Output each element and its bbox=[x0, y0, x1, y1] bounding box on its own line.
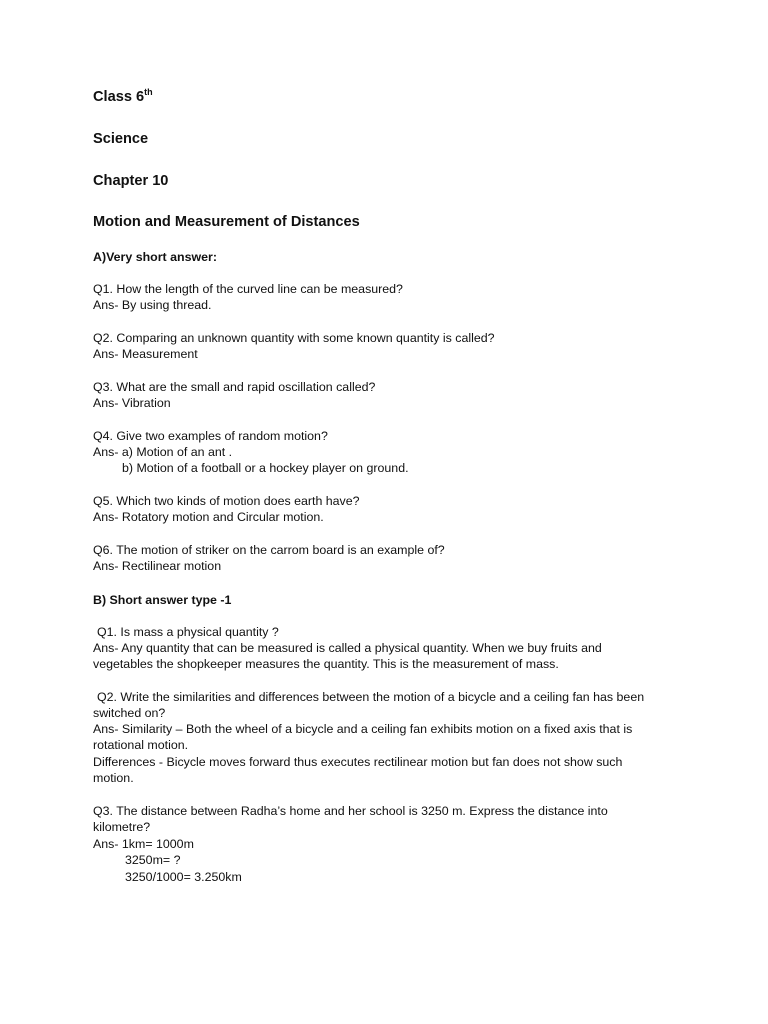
answer-b2-line1: Ans- Similarity – Both the wheel of a bicycle and a ceiling fan exhibits motion on a fixed axis that is bbox=[93, 722, 633, 736]
question-b3-line2: kilometre? bbox=[93, 820, 151, 834]
answer-a4-line1: Ans- a) Motion of an ant . bbox=[93, 445, 233, 459]
question-b2-line2: switched on? bbox=[93, 706, 166, 720]
answer-b1-line2: vegetables the shopkeeper measures the quantity. This is the measurement of mass. bbox=[93, 657, 559, 671]
section-a-heading: A)Very short answer: bbox=[93, 250, 217, 264]
question-a3: Q3. What are the small and rapid oscillation called? bbox=[93, 380, 376, 394]
page-title: Motion and Measurement of Distances bbox=[93, 214, 360, 230]
answer-b2-line3: Differences - Bicycle moves forward thus executes rectilinear motion but fan does not show such bbox=[93, 755, 623, 769]
answer-b1-line1: Ans- Any quantity that can be measured is called a physical quantity. When we buy fruits and bbox=[93, 641, 602, 655]
subject-heading: Science bbox=[93, 131, 149, 147]
question-a5: Q5. Which two kinds of motion does earth have? bbox=[93, 494, 360, 508]
section-b-heading: B) Short answer type -1 bbox=[93, 593, 232, 607]
answer-b2-line2: rotational motion. bbox=[93, 738, 189, 752]
answer-a5: Ans- Rotatory motion and Circular motion. bbox=[93, 510, 324, 524]
answer-a2: Ans- Measurement bbox=[93, 347, 198, 361]
answer-b3-line3: 3250/1000= 3.250km bbox=[125, 870, 242, 884]
question-a1: Q1. How the length of the curved line can be measured? bbox=[93, 282, 403, 296]
question-b2-line1: Q2. Write the similarities and differences between the motion of a bicycle and a ceiling fan has been bbox=[97, 690, 645, 704]
answer-b2-line4: motion. bbox=[93, 771, 134, 785]
answer-a1: Ans- By using thread. bbox=[93, 298, 212, 312]
question-b1: Q1. Is mass a physical quantity ? bbox=[97, 625, 279, 639]
answer-b3-line1: Ans- 1km= 1000m bbox=[93, 837, 194, 851]
answer-a4-line2: b) Motion of a football or a hockey player on ground. bbox=[122, 461, 409, 475]
question-a4: Q4. Give two examples of random motion? bbox=[93, 429, 328, 443]
question-b3-line1: Q3. The distance between Radha’s home and her school is 3250 m. Express the distance into bbox=[93, 804, 608, 818]
class-heading: Class 6th bbox=[93, 87, 153, 105]
question-a2: Q2. Comparing an unknown quantity with some known quantity is called? bbox=[93, 331, 495, 345]
chapter-heading: Chapter 10 bbox=[93, 173, 169, 189]
answer-b3-line2: 3250m= ? bbox=[125, 853, 181, 867]
answer-a3: Ans- Vibration bbox=[93, 396, 171, 410]
answer-a6: Ans- Rectilinear motion bbox=[93, 559, 222, 573]
question-a6: Q6. The motion of striker on the carrom board is an example of? bbox=[93, 543, 445, 557]
